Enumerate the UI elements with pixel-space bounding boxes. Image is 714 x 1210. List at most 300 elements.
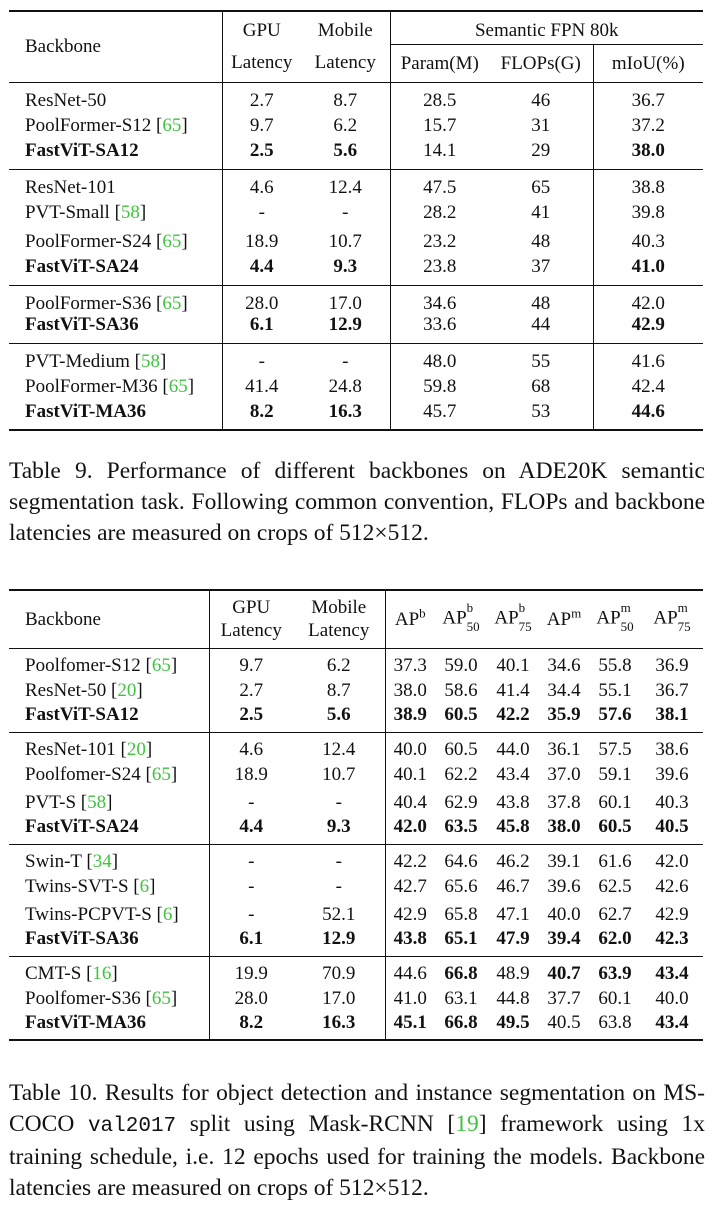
- mobile-latency-cell: 17.0: [301, 285, 390, 314]
- ap-b-cell: 40.0: [393, 739, 427, 761]
- ap-b-75-cell: 44.0: [496, 739, 530, 761]
- ap-m-cell: 37.0: [547, 763, 581, 785]
- table-9-caption: [9, 456, 705, 549]
- ap-text: AP: [394, 608, 420, 630]
- backbone-name: PVT-S: [25, 791, 77, 813]
- backbone-name: Poolfomer-S36: [25, 987, 141, 1009]
- backbone-cell: Swin-T [34]: [9, 844, 209, 872]
- table-row: [9, 844, 703, 872]
- col-header-ap-m-50: [589, 590, 641, 648]
- backbone-name: Swin-T: [25, 851, 82, 873]
- backbone-cell: [9, 82, 222, 111]
- mobile-latency-cell: 52.1: [293, 900, 385, 928]
- sup-b: b: [419, 605, 426, 621]
- table-row: [9, 314, 703, 343]
- col-header-gpu-latency: Latency: [231, 52, 293, 74]
- mobile-latency-cell: -: [293, 872, 385, 900]
- citation-link[interactable]: 65: [162, 115, 182, 136]
- param-cell: 33.6: [423, 313, 457, 335]
- ap-b-50-cell: 63.5: [444, 815, 478, 837]
- ap-m-50-cell: 62.5: [598, 875, 632, 897]
- mobile-latency-cell: -: [293, 788, 385, 816]
- gpu-latency-cell: 18.9: [234, 763, 268, 785]
- ap-m-50-cell: 61.6: [598, 851, 632, 873]
- backbone-cell: [9, 928, 209, 956]
- sub-75: 75: [518, 619, 532, 635]
- ap-text: AP: [442, 607, 467, 629]
- table-9: [9, 10, 703, 431]
- col-header-ap-b-50: [435, 590, 487, 648]
- backbone-cell: [9, 314, 222, 343]
- citation-link[interactable]: 20: [126, 739, 146, 761]
- miou-cell: 44.6: [631, 400, 665, 422]
- ap-m-cell: 40.5: [547, 1011, 581, 1033]
- ap-b-cell: 43.8: [393, 927, 427, 949]
- ap-m-75-cell: 40.5: [655, 815, 689, 837]
- citation-link[interactable]: 65: [168, 376, 188, 397]
- gpu-latency-cell: 8.2: [239, 1011, 264, 1033]
- mobile-latency-cell: -: [301, 198, 390, 227]
- ap-b-50-cell: 65.1: [444, 927, 478, 949]
- miou-cell: 42.4: [631, 376, 665, 397]
- ap-m-50-cell: 57.5: [598, 739, 632, 761]
- gpu-latency-cell: 9.7: [239, 655, 264, 677]
- backbone-name: PoolFormer-S36: [25, 293, 152, 315]
- gpu-latency-cell: 2.7: [239, 679, 264, 701]
- ap-b-50-cell: 64.6: [444, 851, 478, 873]
- mobile-latency-cell: 8.7: [293, 676, 385, 704]
- mobile-latency-cell: 70.9: [293, 956, 385, 984]
- ap-m-cell: 39.1: [547, 851, 581, 873]
- ap-m-75-cell: 38.6: [655, 739, 689, 761]
- param-cell: 23.8: [423, 255, 457, 277]
- ap-m-50-cell: 63.8: [598, 1011, 632, 1033]
- table-row: [9, 82, 703, 111]
- table-row: [9, 198, 703, 227]
- col-header-flops: FLOPs(G): [489, 44, 593, 82]
- ap-b-75-cell: 47.1: [496, 903, 530, 925]
- backbone-cell: [9, 704, 209, 732]
- gpu-latency-cell: 2.5: [249, 139, 274, 161]
- backbone-cell: Poolfomer-S36 [65]: [9, 984, 209, 1012]
- table-row: [9, 928, 703, 956]
- table-row: [9, 900, 703, 928]
- col-header-gpu: GPU: [242, 20, 281, 41]
- param-cell: 45.7: [423, 400, 457, 422]
- ap-b-75-cell: 44.8: [496, 987, 530, 1009]
- gpu-label: GPU: [232, 597, 271, 619]
- table-row: [9, 816, 703, 844]
- citation-link[interactable]: 65: [151, 655, 171, 677]
- backbone-cell: [9, 816, 209, 844]
- citation-link[interactable]: 6: [162, 903, 173, 925]
- citation-link[interactable]: 20: [117, 679, 137, 701]
- backbone-cell: ResNet-101 [20]: [9, 732, 209, 760]
- ap-b-75-cell: 46.2: [496, 851, 530, 873]
- citation-link[interactable]: 58: [140, 351, 160, 373]
- backbone-name: FastViT-MA36: [25, 400, 147, 422]
- param-cell: 23.2: [423, 231, 457, 252]
- mobile-label: Mobile: [311, 597, 367, 619]
- backbone-name: PVT-Medium: [25, 351, 130, 373]
- backbone-cell: [9, 140, 222, 169]
- ap-b-50-cell: 62.2: [444, 763, 478, 785]
- ap-m-75-cell: 43.4: [655, 963, 689, 985]
- miou-cell: 38.0: [631, 139, 665, 161]
- ap-b-50-cell: 65.8: [444, 903, 478, 925]
- table-row: [9, 401, 703, 430]
- backbone-cell: Twins-PCPVT-S [6]: [9, 900, 209, 928]
- backbone-cell: PoolFormer-S24 [65]: [9, 227, 222, 256]
- ap-m-cell: 36.1: [547, 739, 581, 761]
- backbone-name: FastViT-SA36: [25, 927, 139, 949]
- gpu-latency-cell: 19.9: [234, 963, 268, 985]
- citation-link[interactable]: 19: [455, 1111, 479, 1137]
- flops-cell: 65: [489, 169, 593, 198]
- table-10-caption: [9, 1078, 705, 1204]
- table-row: [9, 169, 703, 198]
- backbone-name: FastViT-SA24: [25, 255, 139, 277]
- backbone-name: PoolFormer-S12: [25, 115, 152, 136]
- table-row: [9, 872, 703, 900]
- gpu-latency-cell: 6.1: [249, 313, 274, 335]
- flops-cell: 48: [489, 227, 593, 256]
- gpu-latency-cell: 28.0: [234, 987, 268, 1009]
- backbone-cell: PVT-Medium [58]: [9, 343, 222, 372]
- backbone-cell: PoolFormer-M36 [65]: [9, 372, 222, 401]
- ap-b-cell: 42.9: [393, 903, 427, 925]
- sup-m: m: [571, 605, 582, 621]
- param-cell: 28.2: [423, 202, 457, 223]
- mobile-latency-cell: -: [293, 844, 385, 872]
- gpu-latency-cell: 2.5: [239, 703, 264, 725]
- ap-b-cell: 40.4: [393, 791, 427, 813]
- ap-m-cell: 34.6: [547, 655, 581, 677]
- backbone-name: FastViT-SA12: [25, 139, 139, 161]
- backbone-cell: PoolFormer-S36 [65]: [9, 285, 222, 314]
- table-row: [9, 256, 703, 285]
- miou-cell: 42.0: [631, 293, 665, 315]
- ap-b-75-cell: 43.8: [496, 791, 530, 813]
- table-row: [9, 648, 703, 676]
- flops-cell: 29: [489, 140, 593, 169]
- ap-b-75-cell: 49.5: [496, 1011, 530, 1033]
- latency-label: Latency: [308, 620, 370, 642]
- miou-cell: 42.9: [631, 313, 665, 335]
- table-row: [9, 372, 703, 401]
- param-cell: 48.0: [423, 351, 457, 373]
- ap-b-cell: 44.6: [393, 963, 427, 985]
- table-row: [9, 956, 703, 984]
- backbone-name: Twins-PCPVT-S: [25, 903, 152, 925]
- param-cell: 34.6: [423, 293, 457, 315]
- param-cell: 15.7: [423, 115, 457, 136]
- ap-m-75-cell: 43.4: [655, 1011, 689, 1033]
- backbone-name: Poolfomer-S24: [25, 763, 141, 785]
- mobile-latency-cell: 16.3: [293, 1012, 385, 1040]
- backbone-name: ResNet-50: [25, 90, 107, 112]
- ap-m-cell: 37.8: [547, 791, 581, 813]
- gpu-latency-cell: -: [248, 903, 255, 925]
- ap-m-cell: 37.7: [547, 987, 581, 1009]
- table-row: [9, 1012, 703, 1040]
- ap-text: AP: [596, 607, 621, 629]
- ap-b-50-cell: 66.8: [444, 963, 478, 985]
- gpu-latency-cell: -: [258, 351, 265, 373]
- mobile-latency-cell: 9.3: [301, 256, 390, 285]
- ap-m-50-cell: 60.5: [598, 815, 632, 837]
- ap-m-75-cell: 40.0: [655, 987, 689, 1009]
- flops-cell: 37: [489, 256, 593, 285]
- backbone-cell: PoolFormer-S12 [65]: [9, 111, 222, 140]
- ap-m-75-cell: 40.3: [655, 791, 689, 813]
- gpu-latency-cell: 18.9: [245, 231, 279, 252]
- citation-link[interactable]: 34: [92, 851, 112, 873]
- gpu-latency-cell: -: [248, 851, 255, 873]
- backbone-name: Poolfomer-S12: [25, 655, 141, 677]
- backbone-name: FastViT-SA24: [25, 815, 139, 837]
- backbone-name: PoolFormer-S24: [25, 231, 152, 252]
- ap-m-75-cell: 39.6: [655, 763, 689, 785]
- mobile-latency-cell: 24.8: [301, 372, 390, 401]
- table-row: [9, 227, 703, 256]
- ap-m-75-cell: 36.9: [655, 655, 689, 677]
- col-header-ap-m: [539, 590, 589, 648]
- ap-b-75-cell: 41.4: [496, 679, 530, 701]
- ap-m-50-cell: 57.6: [598, 703, 632, 725]
- ap-b-75-cell: 47.9: [496, 927, 530, 949]
- ap-m-cell: 40.7: [547, 963, 581, 985]
- backbone-name: ResNet-50: [25, 679, 107, 701]
- ap-m-cell: 38.0: [547, 815, 581, 837]
- param-cell: 47.5: [423, 177, 457, 199]
- mobile-latency-cell: 10.7: [301, 227, 390, 256]
- citation-link[interactable]: 65: [151, 987, 171, 1009]
- gpu-latency-cell: 8.2: [249, 400, 274, 422]
- table-row: [9, 732, 703, 760]
- mobile-latency-cell: 17.0: [293, 984, 385, 1012]
- citation-link[interactable]: 6: [139, 875, 150, 897]
- ap-b-cell: 42.2: [393, 851, 427, 873]
- ap-b-cell: 45.1: [393, 1011, 427, 1033]
- sup-m: m: [620, 600, 631, 616]
- table-row: [9, 676, 703, 704]
- ap-m-cell: 39.6: [547, 875, 581, 897]
- sup-m: m: [677, 600, 688, 616]
- ap-m-75-cell: 42.3: [655, 927, 689, 949]
- ap-b-75-cell: 40.1: [496, 655, 530, 677]
- col-header-param: Param(M): [390, 44, 489, 82]
- ap-b-50-cell: 59.0: [444, 655, 478, 677]
- ap-b-50-cell: 62.9: [444, 791, 478, 813]
- flops-cell: 68: [489, 372, 593, 401]
- citation-link[interactable]: 58: [87, 791, 107, 813]
- backbone-cell: Poolfomer-S12 [65]: [9, 648, 209, 676]
- ap-m-75-cell: 38.1: [655, 703, 689, 725]
- backbone-cell: [9, 256, 222, 285]
- table-row: [9, 285, 703, 314]
- ap-b-50-cell: 60.5: [444, 739, 478, 761]
- backbone-name: PoolFormer-M36: [25, 376, 158, 397]
- backbone-name: FastViT-SA36: [25, 313, 139, 335]
- col-header-ap-m-75: [641, 590, 703, 648]
- miou-cell: 39.8: [631, 202, 665, 223]
- backbone-name: FastViT-MA36: [25, 1011, 147, 1033]
- miou-cell: 41.6: [631, 351, 665, 373]
- ap-b-cell: 38.0: [393, 679, 427, 701]
- ap-b-75-cell: 48.9: [496, 963, 530, 985]
- mobile-latency-cell: 12.4: [301, 169, 390, 198]
- ap-b-50-cell: 58.6: [444, 679, 478, 701]
- col-header-mobile-latency: Latency: [301, 44, 390, 82]
- backbone-cell: Poolfomer-S24 [65]: [9, 760, 209, 788]
- ap-b-50-cell: 65.6: [444, 875, 478, 897]
- mobile-latency-cell: 5.6: [293, 704, 385, 732]
- col-header-mobile: Mobile: [301, 11, 390, 44]
- mobile-latency-cell: 12.4: [293, 732, 385, 760]
- latency-label: Latency: [220, 620, 282, 642]
- miou-cell: 36.7: [631, 90, 665, 112]
- mobile-latency-cell: 5.6: [301, 140, 390, 169]
- backbone-name: PVT-Small: [25, 202, 110, 223]
- flops-cell: 41: [489, 198, 593, 227]
- flops-cell: 31: [489, 111, 593, 140]
- ap-m-50-cell: 62.0: [598, 927, 632, 949]
- table-9-caption-text: Table 9. Performance of different backbones on ADE20K semantic segmentation task. Following common convention, FLOPs and backbone latencies are measured on crops of 512×512.: [9, 458, 705, 546]
- citation-link[interactable]: 65: [162, 231, 182, 252]
- backbone-name: FastViT-SA12: [25, 703, 139, 725]
- mobile-latency-cell: -: [301, 343, 390, 372]
- backbone-name: ResNet-101: [25, 177, 116, 199]
- ap-b-cell: 40.1: [393, 763, 427, 785]
- gpu-latency-cell: 4.6: [239, 739, 264, 761]
- miou-cell: 37.2: [631, 115, 665, 136]
- ap-b-cell: 42.0: [393, 815, 427, 837]
- gpu-latency-cell: 28.0: [245, 293, 279, 315]
- param-cell: 59.8: [423, 376, 457, 397]
- backbone-cell: PVT-Small [58]: [9, 198, 222, 227]
- ap-m-50-cell: 60.1: [598, 987, 632, 1009]
- ap-b-50-cell: 63.1: [444, 987, 478, 1009]
- caption-part: Table 10. Results for object detection and instance segmentation on MS-COCO: [9, 1080, 705, 1137]
- gpu-latency-cell: -: [248, 791, 255, 813]
- mobile-latency-cell: 6.2: [301, 111, 390, 140]
- backbone-cell: [9, 1012, 209, 1040]
- backbone-cell: ResNet-50 [20]: [9, 676, 209, 704]
- mobile-latency-cell: 16.3: [301, 401, 390, 430]
- sub-75: 75: [677, 619, 691, 635]
- table-row: [9, 140, 703, 169]
- backbone-cell: Twins-SVT-S [6]: [9, 872, 209, 900]
- table-10: [9, 589, 703, 1041]
- backbone-name: CMT-S: [25, 963, 82, 985]
- gpu-latency-cell: 9.7: [249, 115, 274, 136]
- gpu-latency-cell: 6.1: [239, 927, 264, 949]
- miou-cell: 40.3: [631, 231, 665, 252]
- ap-text: AP: [546, 608, 572, 630]
- col-header-ap-b-75: [487, 590, 539, 648]
- gpu-latency-cell: 2.7: [249, 90, 274, 112]
- flops-cell: 55: [489, 343, 593, 372]
- table-row: [9, 111, 703, 140]
- param-cell: 14.1: [423, 139, 457, 161]
- backbone-cell: [9, 169, 222, 198]
- ap-m-75-cell: 42.6: [655, 875, 689, 897]
- mobile-latency-cell: 9.3: [293, 816, 385, 844]
- gpu-latency-cell: -: [258, 202, 265, 223]
- citation-link[interactable]: 16: [92, 963, 112, 985]
- caption-code: val2017: [87, 1115, 177, 1138]
- ap-text: AP: [653, 607, 678, 629]
- ap-m-50-cell: 55.1: [598, 679, 632, 701]
- gpu-latency-cell: 4.4: [239, 815, 264, 837]
- sup-b: b: [466, 600, 474, 616]
- ap-b-cell: 37.3: [393, 655, 427, 677]
- table-row: [9, 788, 703, 816]
- ap-m-50-cell: 63.9: [598, 963, 632, 985]
- mobile-latency-cell: 8.7: [301, 82, 390, 111]
- col-header-miou: mIoU(%): [593, 44, 703, 82]
- mobile-latency-cell: 12.9: [301, 314, 390, 343]
- ap-b-cell: 41.0: [393, 987, 427, 1009]
- mobile-latency-cell: 10.7: [293, 760, 385, 788]
- col-header-backbone: Backbone: [9, 11, 222, 82]
- ap-m-50-cell: 55.8: [598, 655, 632, 677]
- table-row: [9, 343, 703, 372]
- ap-m-50-cell: 60.1: [598, 791, 632, 813]
- ap-m-cell: 35.9: [547, 703, 581, 725]
- gpu-latency-cell: 4.4: [249, 255, 274, 277]
- col-header-gpu-latency-10: [209, 590, 293, 648]
- ap-b-50-cell: 60.5: [444, 703, 478, 725]
- ap-m-cell: 39.4: [547, 927, 581, 949]
- flops-cell: 48: [489, 285, 593, 314]
- sub-50: 50: [466, 619, 480, 635]
- ap-b-cell: 42.7: [393, 875, 427, 897]
- citation-link[interactable]: 58: [120, 202, 140, 223]
- ap-b-75-cell: 45.8: [496, 815, 530, 837]
- backbone-cell: PVT-S [58]: [9, 788, 209, 816]
- flops-cell: 44: [489, 314, 593, 343]
- mobile-latency-cell: 6.2: [293, 648, 385, 676]
- sup-b: b: [518, 600, 526, 616]
- ap-b-50-cell: 66.8: [444, 1011, 478, 1033]
- flops-cell: 53: [489, 401, 593, 430]
- ap-b-75-cell: 46.7: [496, 875, 530, 897]
- sub-50: 50: [620, 619, 634, 635]
- ap-m-cell: 34.4: [547, 679, 581, 701]
- table-row: [9, 984, 703, 1012]
- ap-b-cell: 38.9: [393, 703, 427, 725]
- miou-cell: 41.0: [631, 255, 665, 277]
- ap-m-50-cell: 59.1: [598, 763, 632, 785]
- ap-m-cell: 40.0: [547, 903, 581, 925]
- backbone-name: ResNet-101: [25, 739, 116, 761]
- ap-m-75-cell: 42.9: [655, 903, 689, 925]
- gpu-latency-cell: -: [248, 875, 255, 897]
- table-row: [9, 760, 703, 788]
- col-header-mobile-latency-10: [293, 590, 385, 648]
- gpu-latency-cell: 41.4: [245, 376, 279, 397]
- ap-text: AP: [494, 607, 519, 629]
- citation-link[interactable]: 65: [162, 293, 182, 315]
- ap-b-75-cell: 42.2: [496, 703, 530, 725]
- mobile-latency-cell: 12.9: [293, 928, 385, 956]
- citation-link[interactable]: 65: [151, 763, 171, 785]
- col-header-ap-b: [385, 590, 435, 648]
- miou-cell: 38.8: [631, 177, 665, 199]
- ap-m-50-cell: 62.7: [598, 903, 632, 925]
